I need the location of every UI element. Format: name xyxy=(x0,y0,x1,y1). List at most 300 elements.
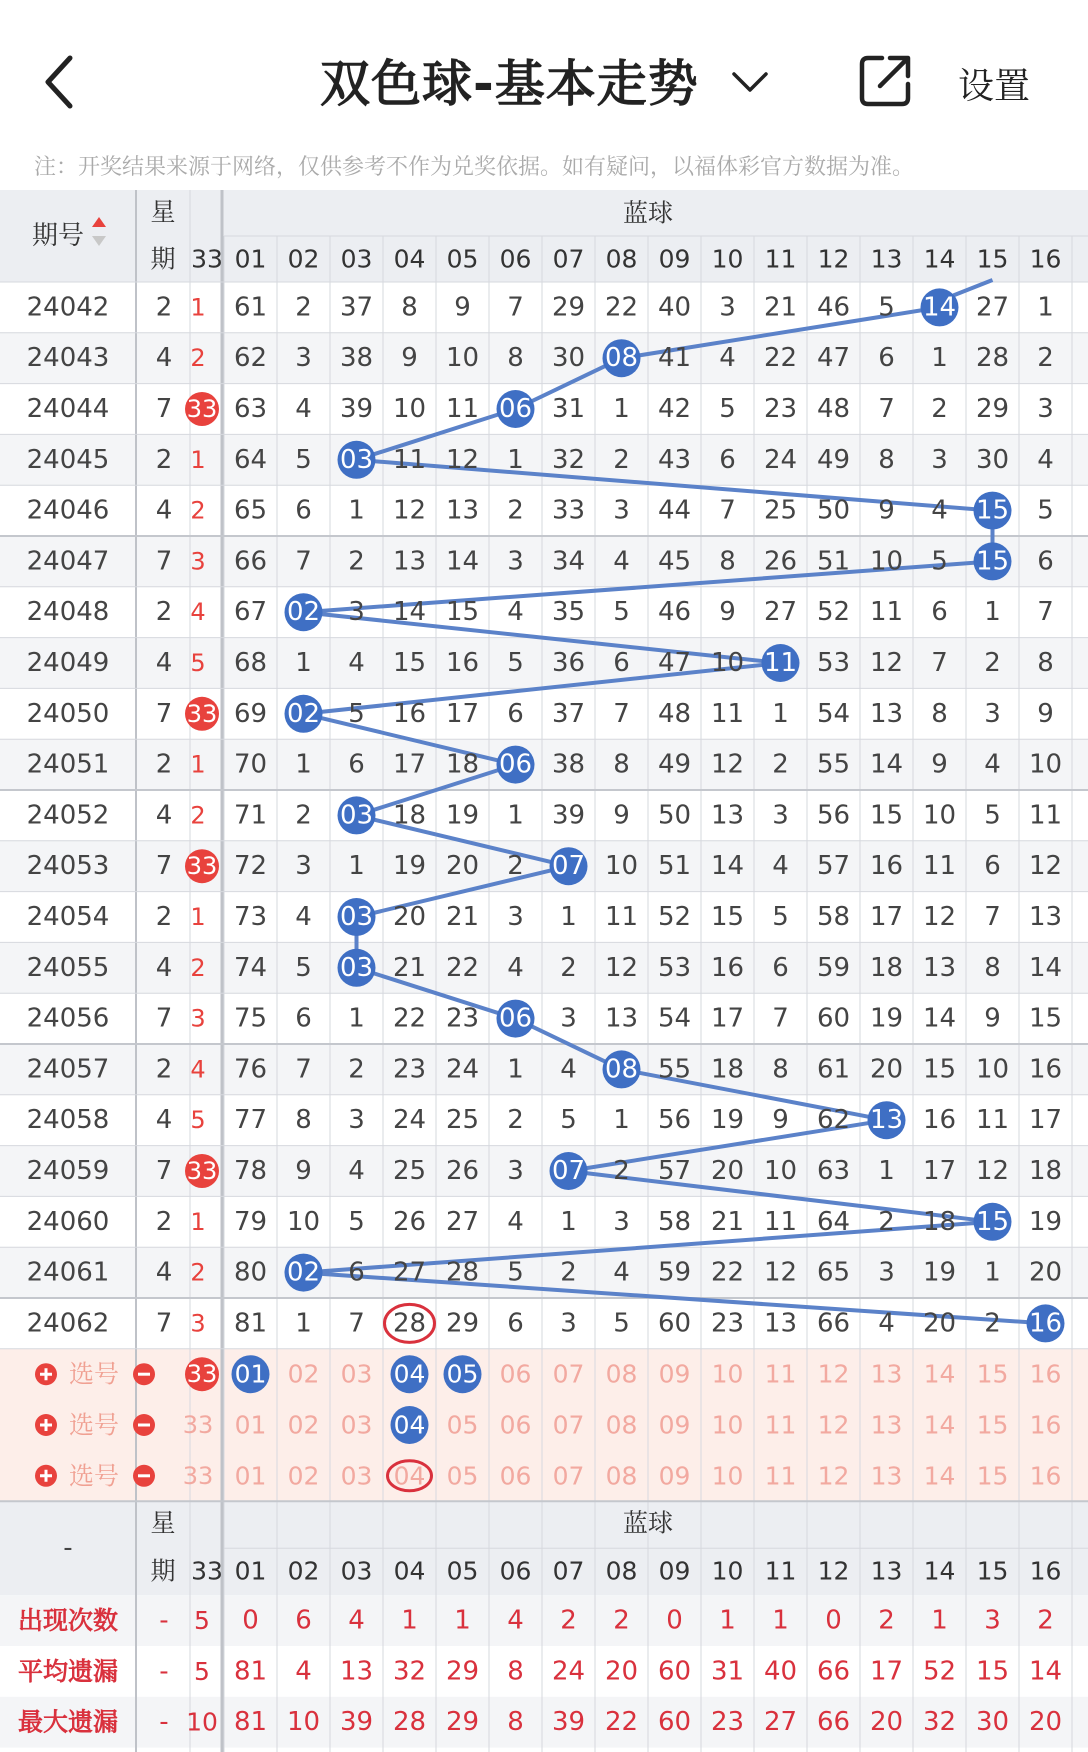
omission-value: 29 xyxy=(975,394,1010,424)
omission-value: 1 xyxy=(348,495,365,526)
pick-number[interactable]: 12 xyxy=(817,1410,850,1440)
pick-number[interactable]: 05 xyxy=(446,1410,479,1440)
omission-value: 7 xyxy=(295,546,312,577)
omission-value: 31 xyxy=(551,394,586,424)
page-title[interactable]: 双色球-基本走势 xyxy=(320,55,699,113)
blue-column-header: 09 xyxy=(658,1556,691,1586)
blue-ball-number: 08 xyxy=(604,1054,639,1085)
partial-red-value: 33 xyxy=(186,1157,218,1185)
pick-number[interactable]: 01 xyxy=(234,1410,267,1440)
issue-number: 24050 xyxy=(26,698,110,729)
omission-value: 2 xyxy=(348,546,365,577)
omission-value: 69 xyxy=(233,698,268,729)
omission-value: 3 xyxy=(878,1257,895,1288)
pick-number[interactable]: 02 xyxy=(287,1359,320,1389)
stat-value: 52 xyxy=(922,1656,957,1687)
omission-value: 16 xyxy=(922,1105,957,1136)
omission-value: 3 xyxy=(295,851,312,882)
omission-value: 21 xyxy=(392,952,427,983)
chevron-left-icon[interactable] xyxy=(36,52,86,112)
omission-value: 18 xyxy=(1028,1156,1063,1186)
blue-ball-number: 11 xyxy=(763,648,798,678)
omission-value: 12 xyxy=(604,952,639,983)
omission-value: 66 xyxy=(816,1308,851,1339)
partial-red-value: 3 xyxy=(190,1309,206,1338)
omission-value: 44 xyxy=(657,495,692,526)
header-bar xyxy=(0,0,1088,150)
pick-number[interactable]: 13 xyxy=(870,1359,903,1389)
omission-value: 8 xyxy=(1037,648,1054,678)
weekday-value: 4 xyxy=(155,952,173,983)
omission-value: 8 xyxy=(719,546,736,577)
partial-red-value: 3 xyxy=(190,547,206,576)
stat-value: 39 xyxy=(551,1707,586,1738)
omission-value: 1 xyxy=(772,698,789,729)
omission-value: 13 xyxy=(445,495,480,526)
omission-value: 1 xyxy=(348,851,365,882)
pick-number[interactable]: 01 xyxy=(234,1359,267,1389)
omission-value: 20 xyxy=(710,1156,745,1186)
blue-column-header: 09 xyxy=(658,244,691,274)
pick-number[interactable]: 13 xyxy=(870,1410,903,1440)
stat-value: 20 xyxy=(1028,1707,1063,1738)
omission-value: 6 xyxy=(295,1003,312,1034)
stat-value: 0 xyxy=(825,1605,842,1636)
stat-value: 17 xyxy=(869,1656,904,1687)
omission-value: 3 xyxy=(719,292,736,323)
omission-value: 4 xyxy=(984,749,1001,780)
omission-value: 7 xyxy=(348,1308,365,1339)
omission-value: 4 xyxy=(878,1308,895,1339)
omission-value: 5 xyxy=(984,800,1001,831)
omission-value: 63 xyxy=(816,1156,851,1186)
pick-number[interactable]: 10 xyxy=(711,1410,744,1440)
pick-partial-number: 33 xyxy=(186,1360,218,1389)
blue-ball-number: 03 xyxy=(339,444,374,475)
omission-value: 17 xyxy=(922,1156,957,1186)
stat-value: 24 xyxy=(551,1656,586,1687)
omission-value: 14 xyxy=(922,1003,957,1034)
pick-number[interactable]: 12 xyxy=(817,1461,850,1491)
blue-column-header: 02 xyxy=(287,1556,320,1586)
omission-value: 1 xyxy=(984,597,1001,628)
omission-value: 8 xyxy=(931,698,948,729)
omission-value: 21 xyxy=(763,292,798,323)
omission-value: 12 xyxy=(445,444,480,475)
omission-value: 2 xyxy=(931,394,948,424)
blue-column-header: 10 xyxy=(711,244,744,274)
omission-value: 30 xyxy=(551,343,586,374)
settings-button[interactable]: 设置 xyxy=(958,66,1031,107)
issue-number: 24047 xyxy=(26,546,110,577)
omission-value: 11 xyxy=(392,444,427,475)
omission-value: 78 xyxy=(233,1156,268,1186)
omission-value: 61 xyxy=(233,292,268,323)
pick-number[interactable]: 07 xyxy=(552,1359,585,1389)
omission-value: 2 xyxy=(507,851,524,882)
pick-number[interactable]: 02 xyxy=(287,1410,320,1440)
blue-column-header: 01 xyxy=(234,1556,267,1586)
blue-column-header: 15 xyxy=(976,244,1009,274)
pick-number[interactable]: 06 xyxy=(499,1461,532,1491)
pick-number[interactable]: 15 xyxy=(976,1410,1009,1440)
omission-value: 7 xyxy=(931,648,948,678)
omission-value: 16 xyxy=(392,698,427,729)
omission-value: 28 xyxy=(445,1257,480,1288)
partial-red-value: 2 xyxy=(190,496,206,525)
week-header-bottom: 期 xyxy=(150,244,176,274)
omission-value: 6 xyxy=(1037,546,1054,577)
blue-column-header: 15 xyxy=(976,1556,1009,1586)
week-header-bottom: 期 xyxy=(150,1556,176,1586)
omission-value: 7 xyxy=(719,495,736,526)
pick-number[interactable]: 05 xyxy=(446,1461,479,1491)
partial-red-value: 33 xyxy=(186,395,218,423)
blue-column-header: 14 xyxy=(923,244,956,274)
omission-value: 48 xyxy=(816,394,851,424)
omission-value: 2 xyxy=(1037,343,1054,374)
weekday-value: 4 xyxy=(155,648,173,678)
pick-number[interactable]: 02 xyxy=(287,1461,320,1491)
pick-number[interactable]: 08 xyxy=(605,1359,638,1389)
omission-value: 3 xyxy=(295,343,312,374)
omission-value: 4 xyxy=(772,851,789,882)
omission-value: 16 xyxy=(1028,1054,1063,1085)
stat-value: 2 xyxy=(613,1605,630,1636)
pick-number[interactable]: 16 xyxy=(1029,1410,1062,1440)
weekday-value: 2 xyxy=(155,902,173,932)
weekday-value: 4 xyxy=(155,800,173,831)
share-external-icon[interactable] xyxy=(858,52,914,108)
stat-value: 31 xyxy=(710,1656,745,1687)
pick-number[interactable]: 04 xyxy=(393,1410,426,1440)
omission-value: 56 xyxy=(657,1105,692,1136)
omission-value: 70 xyxy=(233,749,268,780)
pick-number[interactable]: 09 xyxy=(658,1461,691,1491)
omission-value: 6 xyxy=(348,1257,365,1288)
omission-value: 73 xyxy=(233,902,268,932)
omission-value: 43 xyxy=(657,444,692,475)
stat-value: 22 xyxy=(604,1707,639,1738)
omission-value: 10 xyxy=(710,648,745,678)
pick-number[interactable]: 11 xyxy=(764,1410,797,1440)
omission-value: 19 xyxy=(392,851,427,882)
blue-column-header: 08 xyxy=(605,244,638,274)
omission-value: 68 xyxy=(233,648,268,678)
omission-value: 17 xyxy=(1028,1105,1063,1136)
omission-value: 13 xyxy=(869,698,904,729)
chevron-down-icon[interactable] xyxy=(730,66,770,96)
omission-value: 19 xyxy=(1028,1206,1063,1237)
omission-value: 5 xyxy=(507,648,524,678)
omission-value: 4 xyxy=(1037,444,1054,475)
blue-column-header: 14 xyxy=(923,1556,956,1586)
omission-value: 6 xyxy=(507,1308,524,1339)
pick-number[interactable]: 08 xyxy=(605,1410,638,1440)
omission-value: 12 xyxy=(869,648,904,678)
pick-number[interactable]: 06 xyxy=(499,1359,532,1389)
stat-value: 8 xyxy=(507,1656,524,1687)
omission-value: 57 xyxy=(816,851,851,882)
omission-value: 5 xyxy=(348,1206,365,1237)
pick-number[interactable]: 01 xyxy=(234,1461,267,1491)
omission-value: 37 xyxy=(551,698,586,729)
omission-value: 14 xyxy=(1028,952,1063,983)
omission-value: 14 xyxy=(710,851,745,882)
omission-value: 6 xyxy=(719,444,736,475)
partial-red-value: 5 xyxy=(190,1106,206,1135)
omission-value: 2 xyxy=(507,1105,524,1136)
omission-value: 50 xyxy=(657,800,692,831)
omission-value: 16 xyxy=(869,851,904,882)
issue-number: 24043 xyxy=(26,343,110,374)
pick-number[interactable]: 13 xyxy=(870,1461,903,1491)
stat-value: 4 xyxy=(507,1605,524,1636)
omission-value: 2 xyxy=(613,1156,630,1186)
stat-value: 0 xyxy=(666,1605,683,1636)
omission-value: 9 xyxy=(401,343,418,374)
issue-number: 24052 xyxy=(26,800,110,831)
omission-value: 10 xyxy=(1028,749,1063,780)
omission-value: 10 xyxy=(445,343,480,374)
omission-value: 17 xyxy=(869,902,904,932)
weekday-value: 7 xyxy=(155,698,173,729)
stat-value: 3 xyxy=(984,1605,1001,1636)
pick-number[interactable]: 05 xyxy=(446,1359,479,1389)
pick-number[interactable]: 08 xyxy=(605,1461,638,1491)
omission-value: 58 xyxy=(816,902,851,932)
blue-column-header: 01 xyxy=(234,244,267,274)
omission-value: 13 xyxy=(392,546,427,577)
partial-column-header: 33 xyxy=(191,1556,223,1586)
partial-red-value: 2 xyxy=(190,801,206,830)
omission-value: 6 xyxy=(772,952,789,983)
omission-value: 57 xyxy=(657,1156,692,1186)
blue-ball-number: 16 xyxy=(1028,1308,1063,1339)
omission-value: 27 xyxy=(445,1206,480,1237)
blue-ball-number: 06 xyxy=(498,1003,533,1034)
stat-value: 29 xyxy=(445,1656,480,1687)
omission-value: 46 xyxy=(657,597,692,628)
blue-ball-number: 02 xyxy=(286,698,321,729)
omission-value: 7 xyxy=(984,902,1001,932)
weekday-value: 2 xyxy=(155,597,173,628)
omission-value: 50 xyxy=(816,495,851,526)
omission-value: 77 xyxy=(233,1105,268,1136)
omission-value: 9 xyxy=(984,1003,1001,1034)
omission-value: 1 xyxy=(507,1054,524,1085)
stat-value: 81 xyxy=(233,1656,268,1687)
omission-value: 12 xyxy=(392,495,427,526)
omission-value: 5 xyxy=(560,1105,577,1136)
pick-number[interactable]: 16 xyxy=(1029,1359,1062,1389)
pick-number[interactable]: 15 xyxy=(976,1461,1009,1491)
omission-value: 3 xyxy=(348,597,365,628)
pick-number[interactable]: 11 xyxy=(764,1359,797,1389)
omission-value: 4 xyxy=(507,1206,524,1237)
blue-column-header: 06 xyxy=(499,1556,532,1586)
omission-value: 8 xyxy=(984,952,1001,983)
pick-number[interactable]: 16 xyxy=(1029,1461,1062,1491)
stat-value: 8 xyxy=(507,1707,524,1738)
omission-value: 76 xyxy=(233,1054,268,1085)
omission-value: 1 xyxy=(507,444,524,475)
omission-value: 13 xyxy=(710,800,745,831)
blue-ball-number: 15 xyxy=(975,495,1010,526)
omission-value: 5 xyxy=(507,1257,524,1288)
omission-value: 8 xyxy=(613,749,630,780)
omission-value: 58 xyxy=(657,1206,692,1237)
omission-value: 10 xyxy=(869,546,904,577)
omission-value: 9 xyxy=(772,1105,789,1136)
partial-red-value: 2 xyxy=(190,953,206,982)
omission-value: 3 xyxy=(613,1206,630,1237)
trend-table xyxy=(0,190,1088,1752)
omission-value: 4 xyxy=(931,495,948,526)
omission-value: 10 xyxy=(975,1054,1010,1085)
pick-number[interactable]: 10 xyxy=(711,1461,744,1491)
pick-number[interactable]: 12 xyxy=(817,1359,850,1389)
stat-value: 30 xyxy=(975,1707,1010,1738)
omission-value: 2 xyxy=(984,648,1001,678)
pick-label: 选号 xyxy=(68,1410,120,1440)
pick-partial-number: 33 xyxy=(182,1411,214,1439)
omission-value: 15 xyxy=(445,597,480,628)
issue-number: 24061 xyxy=(26,1257,110,1288)
omission-value: 17 xyxy=(392,749,427,780)
omission-value: 60 xyxy=(657,1308,692,1339)
pick-number[interactable]: 03 xyxy=(340,1461,373,1491)
omission-value: 5 xyxy=(613,1308,630,1339)
omission-value: 23 xyxy=(763,394,798,424)
pick-number[interactable]: 03 xyxy=(340,1359,373,1389)
issue-number: 24044 xyxy=(26,394,110,424)
omission-value: 22 xyxy=(445,952,480,983)
blue-ball-number: 15 xyxy=(975,546,1010,577)
weekday-value: 2 xyxy=(155,749,173,780)
omission-value: 42 xyxy=(657,394,692,424)
week-header-top: 星 xyxy=(150,1508,176,1538)
omission-value: 13 xyxy=(604,1003,639,1034)
omission-value: 20 xyxy=(445,851,480,882)
omission-value: 8 xyxy=(295,1105,312,1136)
pick-number[interactable]: 04 xyxy=(393,1359,426,1389)
omission-value: 7 xyxy=(878,394,895,424)
omission-value: 22 xyxy=(763,343,798,374)
omission-value: 4 xyxy=(295,902,312,932)
stat-value: 39 xyxy=(339,1707,374,1738)
pick-number[interactable]: 09 xyxy=(658,1410,691,1440)
pick-number[interactable]: 15 xyxy=(976,1359,1009,1389)
weekday-value: 2 xyxy=(155,1054,173,1085)
blue-column-header: 02 xyxy=(287,244,320,274)
omission-value: 6 xyxy=(613,648,630,678)
omission-value: 27 xyxy=(763,597,798,628)
issue-column-header[interactable]: 期号 xyxy=(31,221,85,251)
blue-column-header: 07 xyxy=(552,244,585,274)
omission-value: 17 xyxy=(710,1003,745,1034)
omission-value: 25 xyxy=(763,495,798,526)
partial-red-value: 1 xyxy=(190,903,206,931)
pick-number[interactable]: 07 xyxy=(552,1461,585,1491)
omission-value: 9 xyxy=(931,749,948,780)
omission-value: 27 xyxy=(975,292,1010,323)
stat-value: 27 xyxy=(763,1707,798,1738)
omission-value: 38 xyxy=(551,749,586,780)
stat-value: 60 xyxy=(657,1656,692,1687)
blue-ball-number: 06 xyxy=(498,394,533,424)
omission-value: 41 xyxy=(657,343,692,374)
omission-value: 9 xyxy=(719,597,736,628)
omission-value: 9 xyxy=(295,1156,312,1186)
pick-number[interactable]: 07 xyxy=(552,1410,585,1440)
omission-value: 18 xyxy=(869,952,904,983)
pick-number[interactable]: 14 xyxy=(923,1461,956,1491)
omission-value: 1 xyxy=(507,800,524,831)
omission-value: 4 xyxy=(507,952,524,983)
omission-value: 81 xyxy=(233,1308,268,1339)
omission-value: 11 xyxy=(445,394,480,424)
omission-value: 1 xyxy=(931,343,948,374)
pick-number[interactable]: 06 xyxy=(499,1410,532,1440)
omission-value: 60 xyxy=(816,1003,851,1034)
weekday-value: 7 xyxy=(155,1156,173,1186)
omission-value: 72 xyxy=(233,851,268,882)
blue-column-header: 13 xyxy=(870,1556,903,1586)
blue-group-header: 蓝球 xyxy=(622,198,674,228)
blue-column-header: 07 xyxy=(552,1556,585,1586)
omission-value: 1 xyxy=(1037,292,1054,323)
omission-value: 1 xyxy=(560,902,577,932)
omission-value: 2 xyxy=(295,292,312,323)
omission-value: 8 xyxy=(401,292,418,323)
stat-value: 1 xyxy=(454,1605,471,1636)
omission-value: 65 xyxy=(816,1257,851,1288)
stat-value: 15 xyxy=(975,1656,1010,1687)
omission-value: 29 xyxy=(445,1308,480,1339)
omission-value: 28 xyxy=(392,1308,427,1339)
weekday-value: 7 xyxy=(155,1003,173,1034)
omission-value: 12 xyxy=(763,1257,798,1288)
stat-value: 32 xyxy=(922,1707,957,1738)
partial-red-value: 1 xyxy=(190,445,206,474)
omission-value: 65 xyxy=(233,495,268,526)
blue-ball-number: 13 xyxy=(869,1105,904,1136)
omission-value: 3 xyxy=(560,1003,577,1034)
pick-number[interactable]: 11 xyxy=(764,1461,797,1491)
omission-value: 38 xyxy=(339,343,374,374)
omission-value: 67 xyxy=(233,597,268,628)
pick-number[interactable]: 03 xyxy=(340,1410,373,1440)
omission-value: 4 xyxy=(295,394,312,424)
stat-label: 平均遗漏 xyxy=(17,1656,119,1686)
stat-value: 1 xyxy=(772,1605,789,1636)
weekday-value: 4 xyxy=(155,343,173,374)
omission-value: 11 xyxy=(763,1206,798,1237)
stat-value: 14 xyxy=(1028,1656,1063,1687)
pick-number[interactable]: 10 xyxy=(711,1359,744,1389)
omission-value: 62 xyxy=(816,1105,851,1136)
omission-value: 30 xyxy=(975,444,1010,475)
blue-column-header: 16 xyxy=(1029,244,1062,274)
pick-label: 选号 xyxy=(68,1359,120,1389)
omission-value: 33 xyxy=(551,495,586,526)
pick-number[interactable]: 14 xyxy=(923,1359,956,1389)
omission-value: 2 xyxy=(507,495,524,526)
pick-number[interactable]: 04 xyxy=(393,1461,426,1491)
pick-number[interactable]: 14 xyxy=(923,1410,956,1440)
pick-number[interactable]: 09 xyxy=(658,1359,691,1389)
